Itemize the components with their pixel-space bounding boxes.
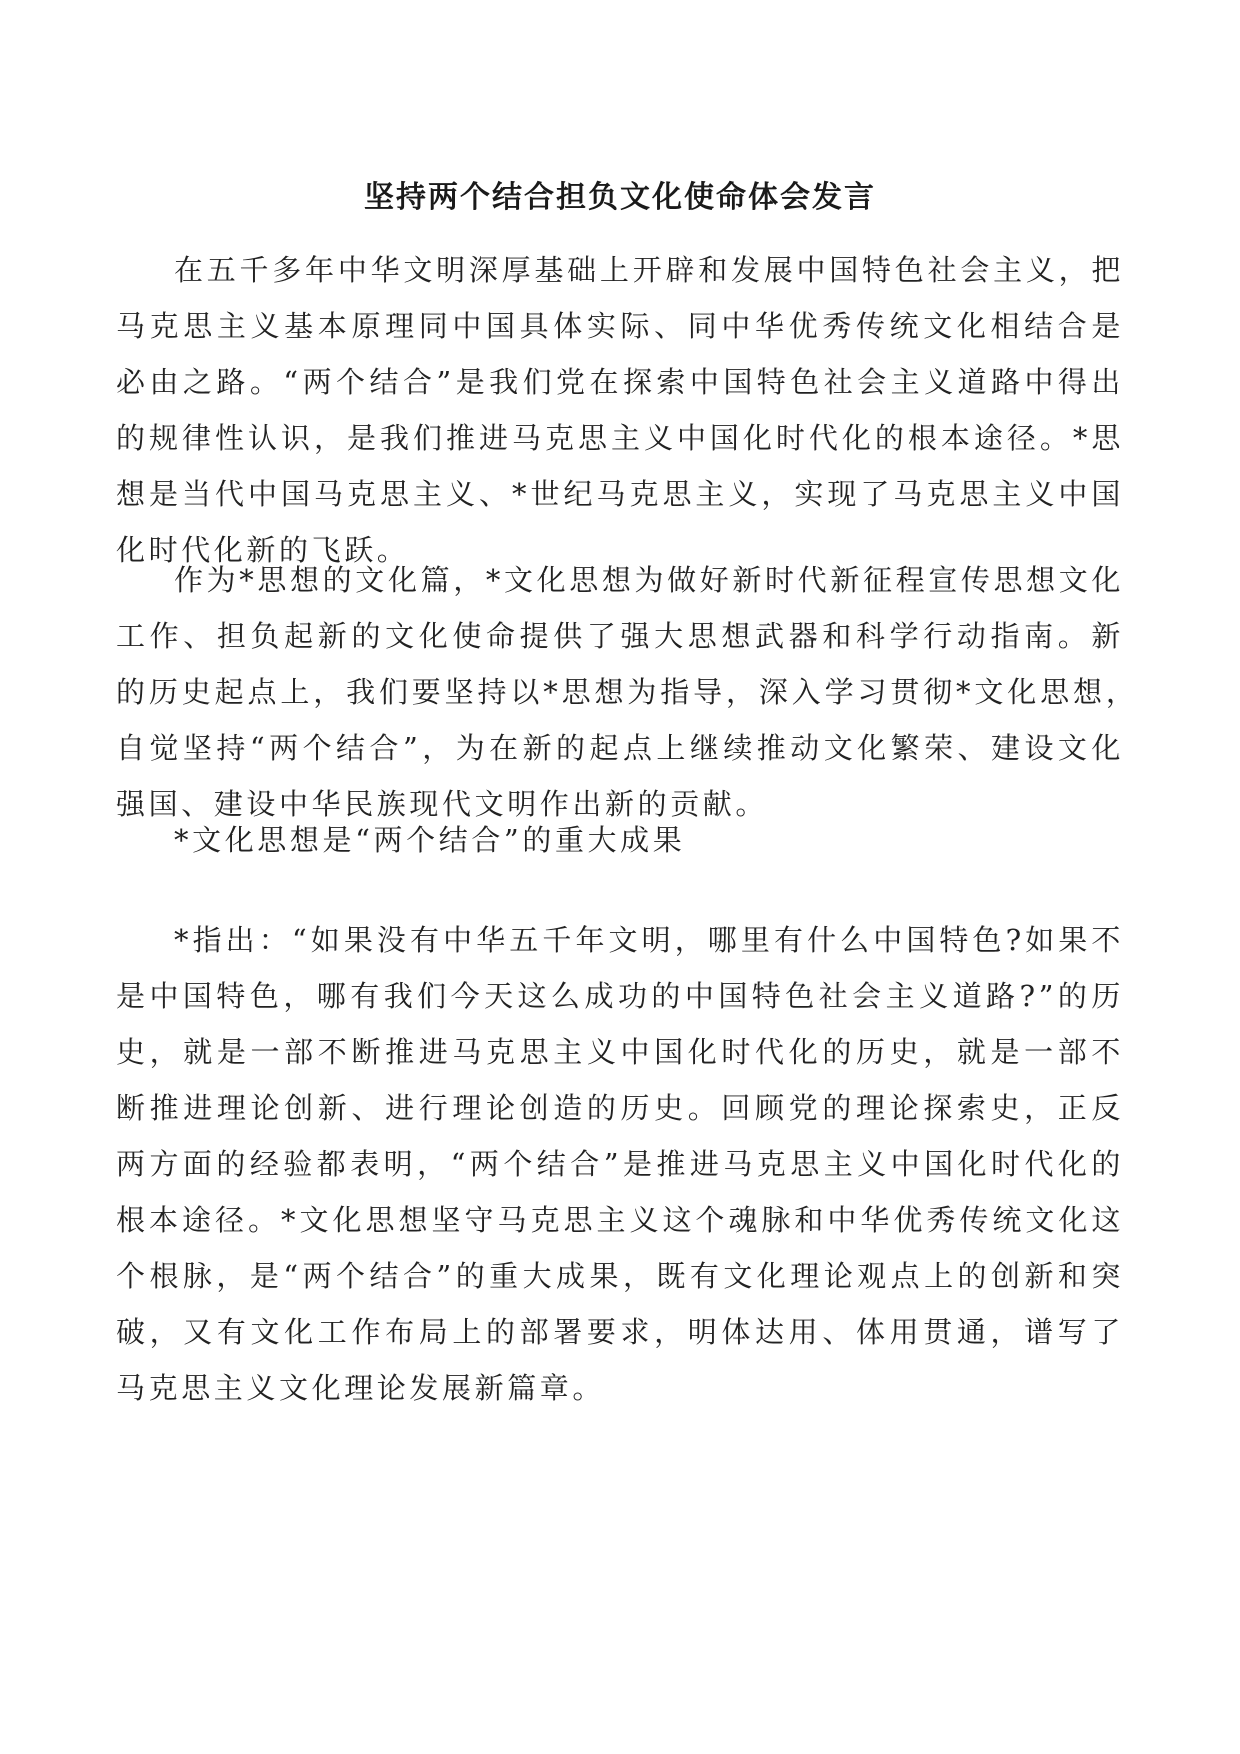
paragraph-text: *指出：“如果没有中华五千年文明，哪里有什么中国特色?如果不是中国特色，哪有我们今天这么成功的中国特色社会主义道路?”的历史，就是一部不断推进马克思主义中国化时代化的历史，就是一部不断推进理论创新、进行理论创造的历史。回顾党的理论探索史，正反两方面的经验都表明，“两个结合”是推进马克思主义中国化时代化的根本途径。*文化思想坚守马克思主义这个魂脉和中华优秀传统文化这个根脉，是“两个结合”的重大成果，既有文化理论观点上的创新和突破，又有文化工作布局上的部署要求，明体达用、体用贯通，谱写了马克思主义文化理论发展新篇章。 [116,923,1124,1405]
section-heading-text: *文化思想是“两个结合”的重大成果 [174,823,686,857]
paragraph-text: 在五千多年中华文明深厚基础上开辟和发展中国特色社会主义，把马克思主义基本原理同中国具体实际、同中华优秀传统文化相结合是必由之路。“两个结合”是我们党在探索中国特色社会主义道路中得出的规律性认识，是我们推进马克思主义中国化时代化的根本途径。*思想是当代中国马克思主义、*世纪马克思主义，实现了马克思主义中国化时代化新的飞跃。 [116,253,1124,567]
section-heading [116,812,1124,868]
paragraph-major-achievement [116,912,1124,1416]
document-title: 坚持两个结合担负文化使命体会发言 [364,180,876,215]
paragraph-text: 作为*思想的文化篇，*文化思想为做好新时代新征程宣传思想文化工作、担负起新的文化使命提供了强大思想武器和科学行动指南。新的历史起点上，我们要坚持以*思想为指导，深入学习贯彻*文化思想， 自觉坚持“两个结合”，为在新的起点上继续推动文化繁荣、建设文化强国、建设中华民族现代文明作出新的贡献。 [116,563,1157,821]
paragraph-intro [116,242,1124,578]
paragraph-culture-thought [116,552,1157,832]
